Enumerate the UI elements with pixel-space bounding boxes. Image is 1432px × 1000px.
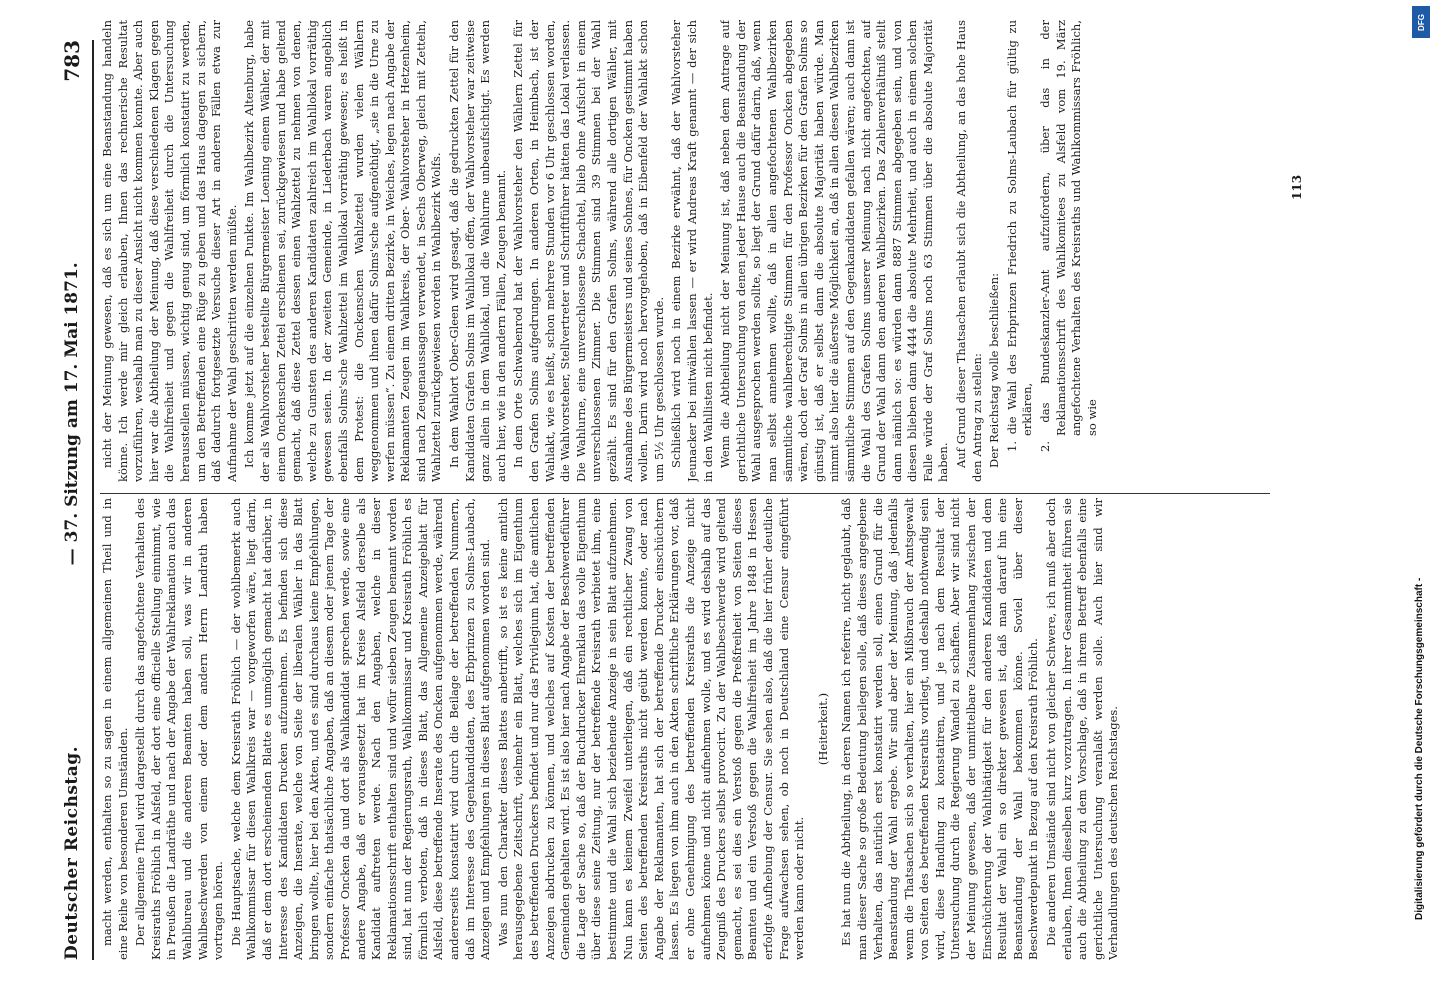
paragraph: Es hat nun die Abtheilung, in deren Namen ich referire, nicht geglaubt, daß man dieser Sache so große Bedeutung beilegen solle, daß dieses angegebene Verhalten, das natürlich erst konstatirt werden soll, einen Grund für die Beanstandung der Wahl ergebe. Wir sind aber der Meinung, daß jedenfalls wenn die Thatsachen sich so verhalten, hier ein Mißbrauch der Amtsgewalt von Seiten des betreffenden Kreisraths vorliegt, und deshalb nothwendig sein wird, diese Handlung zu konstatiren, und je nach dem Resultat der Untersuchung durch die Regierung Wandel zu schaffen. Aber wir sind nicht der Meinung gewesen, daß der unmittelbare Zusammenhang zwischen der Einschüchterung der Wahlthätigkeit für den anderen Kandidaten und dem Resultat der Wahl ein so direkter gewesen ist, daß man darauf hin eine Beanstandung der Wahl bekommen könne. Soviel über dieser Beschwerdepunkt in Bezug auf den Kreisrath Fröhlich. [839, 498, 1041, 960]
column-divider [100, 493, 1270, 494]
right-column [100, 20, 1280, 482]
paragraph: nicht der Meinung gewesen, daß es sich um eine Beanstandung handeln könne. Ich werde mir gleich erlauben, Ihnen das rechnerische Resultat vorzuführen, weshalb man zu dieser Ansicht nicht kommen konnte. Aber auch hier war die Abtheilung der Meinung, daß diese verschiedenen Klagen gegen die Wahlfreiheit und gegen die Wahlfreiheit durch die Untersuchung herausstellen müssen, wichtig genug sind, um förmlich konstatirt zu werden, um den Betreffenden eine Rüge zu geben und das Haus dagegen zu sichern, daß dadurch fortgesetzte Versuche dieser Art in anderen Fällen etwa zur Aufnahme der Wahl geschritten werden müßte. [100, 20, 239, 482]
left-column [100, 498, 1280, 960]
paragraph: Der allgemeine Theil wird dargestellt durch das angefochtene Verhalten des Kreisraths Fröhlich in Alsfeld, der dort eine officielle Stellung einnimmt, wie in Preußen die Landräthe und nach der Angabe der Wahlreklamation auch das Wahlbureau und die anderen Beamten haben soll, was wir in anderen Wahlbeschwerden von einem oder dem andern Herrn Landrath haben vortragen hören. [133, 498, 226, 960]
digitization-credit [1414, 40, 1428, 960]
paragraph: Der Reichstag wolle beschließen: [987, 273, 1002, 468]
paragraph: macht werden, enthalten so zu sagen in einem allgemeinen Theil und in eine Reihe von besonderen Umständen. [100, 498, 130, 960]
motion-list [1005, 20, 1101, 452]
motion-item: 2. das Bundeskanzler-Amt aufzufordern, über das in der Reklamationsschrift des Wahlkomitees zu Alsfeld vom 19. März angefochtene Verhalten des Kreisraths und Wahlkommissars Fröhlich, so wie [1038, 20, 1099, 452]
publication-title: Deutscher Reichstag. [62, 745, 82, 960]
sheet-signature: 113 [1290, 174, 1304, 200]
page-header [52, 40, 94, 960]
motion-item: 1. die Wahl des Erbprinzen Friedrich zu Solms-Laubach für gültig zu erklären, [1004, 20, 1035, 452]
paragraph: Wenn die Abtheilung nicht der Meinung ist, daß neben dem Antrage auf gerichtliche Untersuchung von denen jeder Hause auch die Beanstandung der Wahl ausgesprochen werden sollte, so liegt der Grund dafür darin, daß, wenn man selbst annehmen wollte, daß in allen angefochtenen Wahlbezirken sämmtliche wahlberechtigte Stimmen für den Professor Oncken abgegeben wären, doch der Graf Solms in allen übrigen Bezirken für den Grafen Solms so günstig ist, daß er selbst dann die absolute Majorität haben würde. Man nimmt also hier die äußerste Möglichkeit an, daß in allen diesen Wahlbezirken sämmtliche Stimmen auf den Gegenkandidaten gefallen wären; auch dann ist die Wahl des Grafen Solms unserer Meinung nach nicht angefochten, auf Grund der Wahl dann den anderen Wahlbezirken. Das Zahlenverhältniß stellt dann nämlich so: es würden dann 8887 Stimmen abgegeben sein, und von diesen blieben dann 4444 die absolute Mehrheit, und auch in einem solchen Falle würde der Graf Solms noch 63 Stimmen über die absolute Majorität haben. [718, 20, 951, 482]
session-line: — 37. Sitzung am 17. Mai 1871. [62, 262, 82, 566]
interjection: (Heiterkeit.) [815, 692, 830, 766]
paragraph: Die Hauptsache, welche dem Kreisrath Fröhlich — der wohlbemerkt auch Wahlkommissar für diesen Wahlkreis war — vorgeworfen wäre, liegt darin, daß er dem dort erscheinenden Blatte es unmöglich gemacht hat darüber, in Interesse des Kandidaten Drucken aufzunehmen. Es befinden sich diese Anzeigen, die Inserate, welche von Seite der liberalen Wähler in das Blatt bringen wollte, hier bei den Akten, und es sind durchaus keine Empfehlungen, sondern einfache thatsächliche Angaben, daß an diesem oder jenem Tage der Professor Oncken da und dort als Wahlkandidat sprechen werde, sowie eine andere Angabe, daß er vorausgesetzt hat im Kreise Alsfeld derselbe als Kandidat auftreten werde. Nach den Angaben, welche in dieser Reklamationsschrift enthalten sind und wofür sieben Zeugen benannt worden sind, hat nun der Regierungsrath, Wahlkommissar und Kreisrath Fröhlich es förmlich verboten, daß in dieses Blatt, das Allgemeine Anzeigeblatt für Alsfeld, diese betreffende Inserate des Oncken aufgenommen werde, während andererseits konstatirt wird durch die Beilage der betreffenden Nummern, daß im Interesse des Gegenkandidaten, des Erbprinzen zu Solms-Laubach, Anzeigen und Empfehlungen in dieses Blatt aufgenommen worden sind. [228, 498, 493, 960]
credit-text: Digitalisierung gefördert durch die Deutsche Forschungsgemeinschaft - [1414, 577, 1425, 920]
paragraph: In dem Orte Schwabenrod hat der Wahlvorsteher den Wählern Zettel für den Grafen Solms aufgedrungen. In anderen Orten, in Heimbach, ist der Wahlakt, wie es heißt, schon mehrere Stunden vor 6 Uhr geschlossen worden, die Wahlvorsteher, Stellvertreter und Schriftführer hätten das Lokal verlassen. Die Wahlurne, eine unverschlossene Schachtel, blieb ohne Aufsicht in einem unverschlossenen Zimmer. Die Stimmen sind 39 Stimmen bei der Wahl gezählt. Es sind für den Grafen Solms, während alle dortigen Wähler, mit Ausnahme des Bürgermeisters und seines Sohnes, für Oncken gestimmt haben wollen. Darin wird noch hervorgehoben, daß in Eibenfeld der Wahlakt schon um 5½ Uhr geschlossen wurde. [511, 20, 666, 482]
paragraph: In dem Wahlort Ober-Gleen wird gesagt, daß die gedruckten Zettel für den Kandidaten Grafen Solms im Wahllokal offen, der Wahlvorsteher war zeitweise ganz allein in dem Wahllokal, und die Wahlurne unbeaufsichtigt. Es werden auch hier, wie in den andern Fällen, Zeugen benannt. [447, 20, 508, 482]
paragraph: Auf Grund dieser Thatsachen erlaubt sich die Abtheilung, an das hohe Haus den Antrag zu stellen: [954, 20, 984, 482]
page-number: 783 [60, 40, 84, 82]
paragraph: Schließlich wird noch in einem Bezirke erwähnt, daß der Wahlvorsteher Jeunacker bei mitwählen lassen — er wird Andreas Kraft genannt — der sich in den Wahllisten nicht befindet. [669, 20, 715, 482]
paragraph: Ich komme jetzt auf die einzelnen Punkte. Im Wahlbezirk Altenburg, habe der als Wahlvorsteher bestellte Bürgermeister Loening einem Wähler, der mit einem Onckenschen Zettel erschienen sei, zurückgewiesen und habe geltend gemacht, daß diese Zettel dessen einen Wahlzettel zu nehmen von denen, welche zu Gunsten des anderen Kandidaten zahlreich im Wahllokal vorräthig gewesen seien. In der zweiten Gemeinde, in Liederbach waren angeblich ebenfalls Solms'sche Wahlzettel im Wahllokal vorräthig gewesen; es heißt in dem Protest: die Onckenschen Wahlzettel wurden vielen Wählern weggenommen und ihnen dafür Solms'sche aufgenöthigt, „sie in die Urne zu werfen müssen“. Zu einem dritten Bezirke, in Weiches, legen nach Angabe der Reklamanten Zeugen im Wahlkreis, der Ober- Wahlvorsteher in Hetzenheim, sind nach Zeugenaussagen verwendet, in Sechs Oberweg, gleich mit Zetteln, Wahlzettel zurückgewiesen worden in Wahlbezirk Wolfs. [242, 20, 444, 482]
paragraph: Die anderen Umstände sind nicht von gleicher Schwere, ich muß aber doch erlauben, Ihnen dieselben kurz vorzutragen. In ihrer Gesammtheit führen sie auch die Abtheilung zu dem Vorschlage, daß in ihrem Betreff ebenfalls eine gerichtliche Untersuchung veranlaßt werden solle. Auch hier sind wir Verhandlungen des deutschen Reichstages. [1044, 498, 1121, 960]
dfg-logo [1412, 6, 1430, 38]
paragraph: Was nun den Charakter dieses Blattes anbetrifft, so ist es keine amtlich herausgegebene Zeitschrift, vielmehr ein Blatt, welches sich im Eigenthum des betreffenden Druckers befindet und nur das Privilegium hat, die amtlichen Anzeigen abdrucken zu können, und welches auf Kosten der betreffenden Gemeinden gehalten wird. Es ist also hier nach Angabe der Beschwerdeführer die Lage der Sache so, daß der Buchdrucker Ehrenklau das volle Eigenthum über diese seine Zeitung, nur der betreffende Kreisrath verbietet ihm, eine bestimmte und die Wahl sich beziehende Anzeige in sein Blatt aufzunehmen. Nun kann es keinem Zweifel unterliegen, daß ein rechtlicher Zwang von Seiten des betreffenden Kreisraths nicht geübt werden konnte, oder nach Angabe der Reklamanten, hat sich der betreffende Drucker einschüchtern lassen. Es liegen von ihm auch in den Akten schriftliche Erklärungen vor, daß er ohne Genehmigung des betreffenden Kreisraths die Anzeige nicht aufnehmen könne und nicht aufnehmen wolle, und es wird deshalb auf das Zeugniß des Druckers selbst provocirt. Zu der Wahlbeschwerde wird geltend gemacht, es sei dies ein Verstoß gegen die Preßfreiheit von Seiten dieses Beamten und ein Verstoß gegen die Wahlfreiheit im Jahre 1848 in Hessen erfolgte Aufhebung der Censur. Sie sehen also, daß die hier früher deutliche Frage aufwachsen sehen, ob noch in Deutschland eine Censur eingeführt werden kann oder nicht. [495, 498, 807, 960]
dfg-logo-text: DFG [1416, 13, 1426, 31]
